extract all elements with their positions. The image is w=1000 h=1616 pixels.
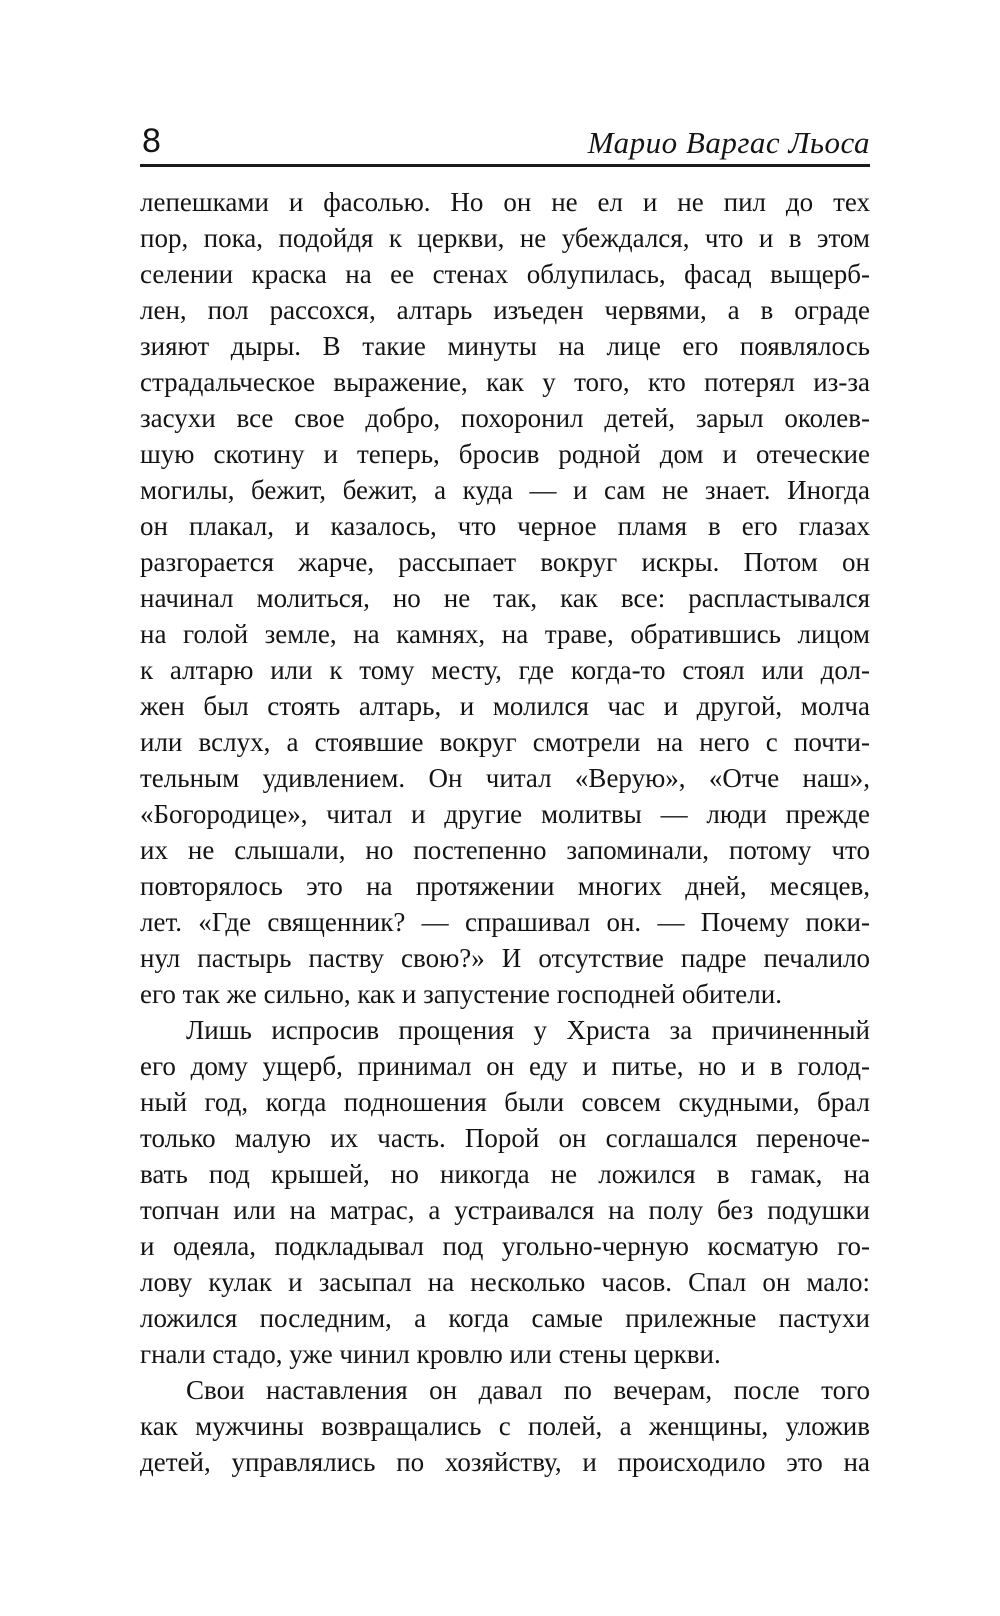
text-line: тельным удивлением. Он читал «Верую», «Отче наш», [140, 763, 870, 793]
text-line: зияют дыры. В такие минуты на лице его появлялось [140, 331, 870, 361]
text-line: детей, управлялись по хозяйству, и происходило это на [140, 1447, 870, 1477]
text-line: его дому ущерб, принимал он еду и питье, но и в голод- [140, 1051, 870, 1081]
text-line: страдальческое выражение, как у того, кто потерял из-за [140, 367, 870, 397]
page-number: 8 [142, 122, 162, 160]
text-line: и одеяла, подкладывал под угольно-черную косматую го- [140, 1231, 870, 1261]
text-line: Лишь испросив прощения у Христа за причиненный [186, 1015, 870, 1045]
text-line: разгорается жарче, рассыпает вокруг искры. Потом он [140, 547, 870, 577]
text-line: их не слышали, но постепенно запоминали, потому что [140, 835, 870, 865]
text-line: ложился последним, а когда самые прилежные пастухи [140, 1303, 870, 1333]
text-line: лепешками и фасолью. Но он не ел и не пил до тех [140, 187, 870, 217]
text-line: вать под крышей, но никогда не ложился в гамак, на [140, 1159, 870, 1189]
text-line: лову кулак и засыпал на несколько часов. Спал он мало: [140, 1267, 870, 1297]
text-line: как мужчины возвращались с полей, а женщины, уложив [140, 1411, 870, 1441]
paragraph [140, 1012, 870, 1372]
page-header [140, 108, 870, 167]
text-line: он плакал, и казалось, что черное пламя в его глазах [140, 511, 870, 541]
running-title: Марио Варгас Льоса [587, 125, 870, 160]
body-text [140, 184, 870, 1480]
text-line: Свои наставления он давал по вечерам, после того [186, 1375, 870, 1405]
text-line: или вслух, а стоявшие вокруг смотрели на него с почти- [140, 727, 870, 757]
text-line: пор, пока, подойдя к церкви, не убеждался, что и в этом [140, 223, 870, 253]
text-line: селении краска на ее стенах облупилась, фасад выщерб- [140, 259, 870, 289]
text-line: топчан или на матрас, а устраивался на полу без подушки [140, 1195, 870, 1225]
text-line: нул пастырь паству свою?» И отсутствие падре печалило [140, 943, 870, 973]
text-line: могилы, бежит, бежит, а куда — и сам не знает. Иногда [140, 475, 870, 505]
text-line: на голой земле, на камнях, на траве, обратившись лицом [140, 619, 870, 649]
text-line: «Богородице», читал и другие молитвы — люди прежде [140, 799, 870, 829]
text-line: ный год, когда подношения были совсем скудными, брал [140, 1087, 870, 1117]
text-line: к алтарю или к тому месту, где когда-то стоял или дол- [140, 655, 870, 685]
text-line: жен был стоять алтарь, и молился час и другой, молча [140, 691, 870, 721]
paragraph [140, 1372, 870, 1480]
text-line: его так же сильно, как и запустение господней обители. [140, 979, 782, 1009]
text-line: засухи все свое добро, похоронил детей, зарыл околев- [140, 403, 870, 433]
text-line: шую скотину и теперь, бросив родной дом и отеческие [140, 439, 870, 469]
text-line: только малую их часть. Порой он соглашался переноче- [140, 1123, 870, 1153]
text-line: лет. «Где священник? — спрашивал он. — Почему поки- [140, 907, 870, 937]
text-line: начинал молиться, но не так, как все: распластывался [140, 583, 870, 613]
paragraph [140, 184, 870, 1012]
text-line: лен, пол рассохся, алтарь изъеден червями, а в ограде [140, 295, 870, 325]
text-line: повторялось это на протяжении многих дней, месяцев, [140, 871, 870, 901]
text-line: гнали стадо, уже чинил кровлю или стены церкви. [140, 1339, 721, 1369]
